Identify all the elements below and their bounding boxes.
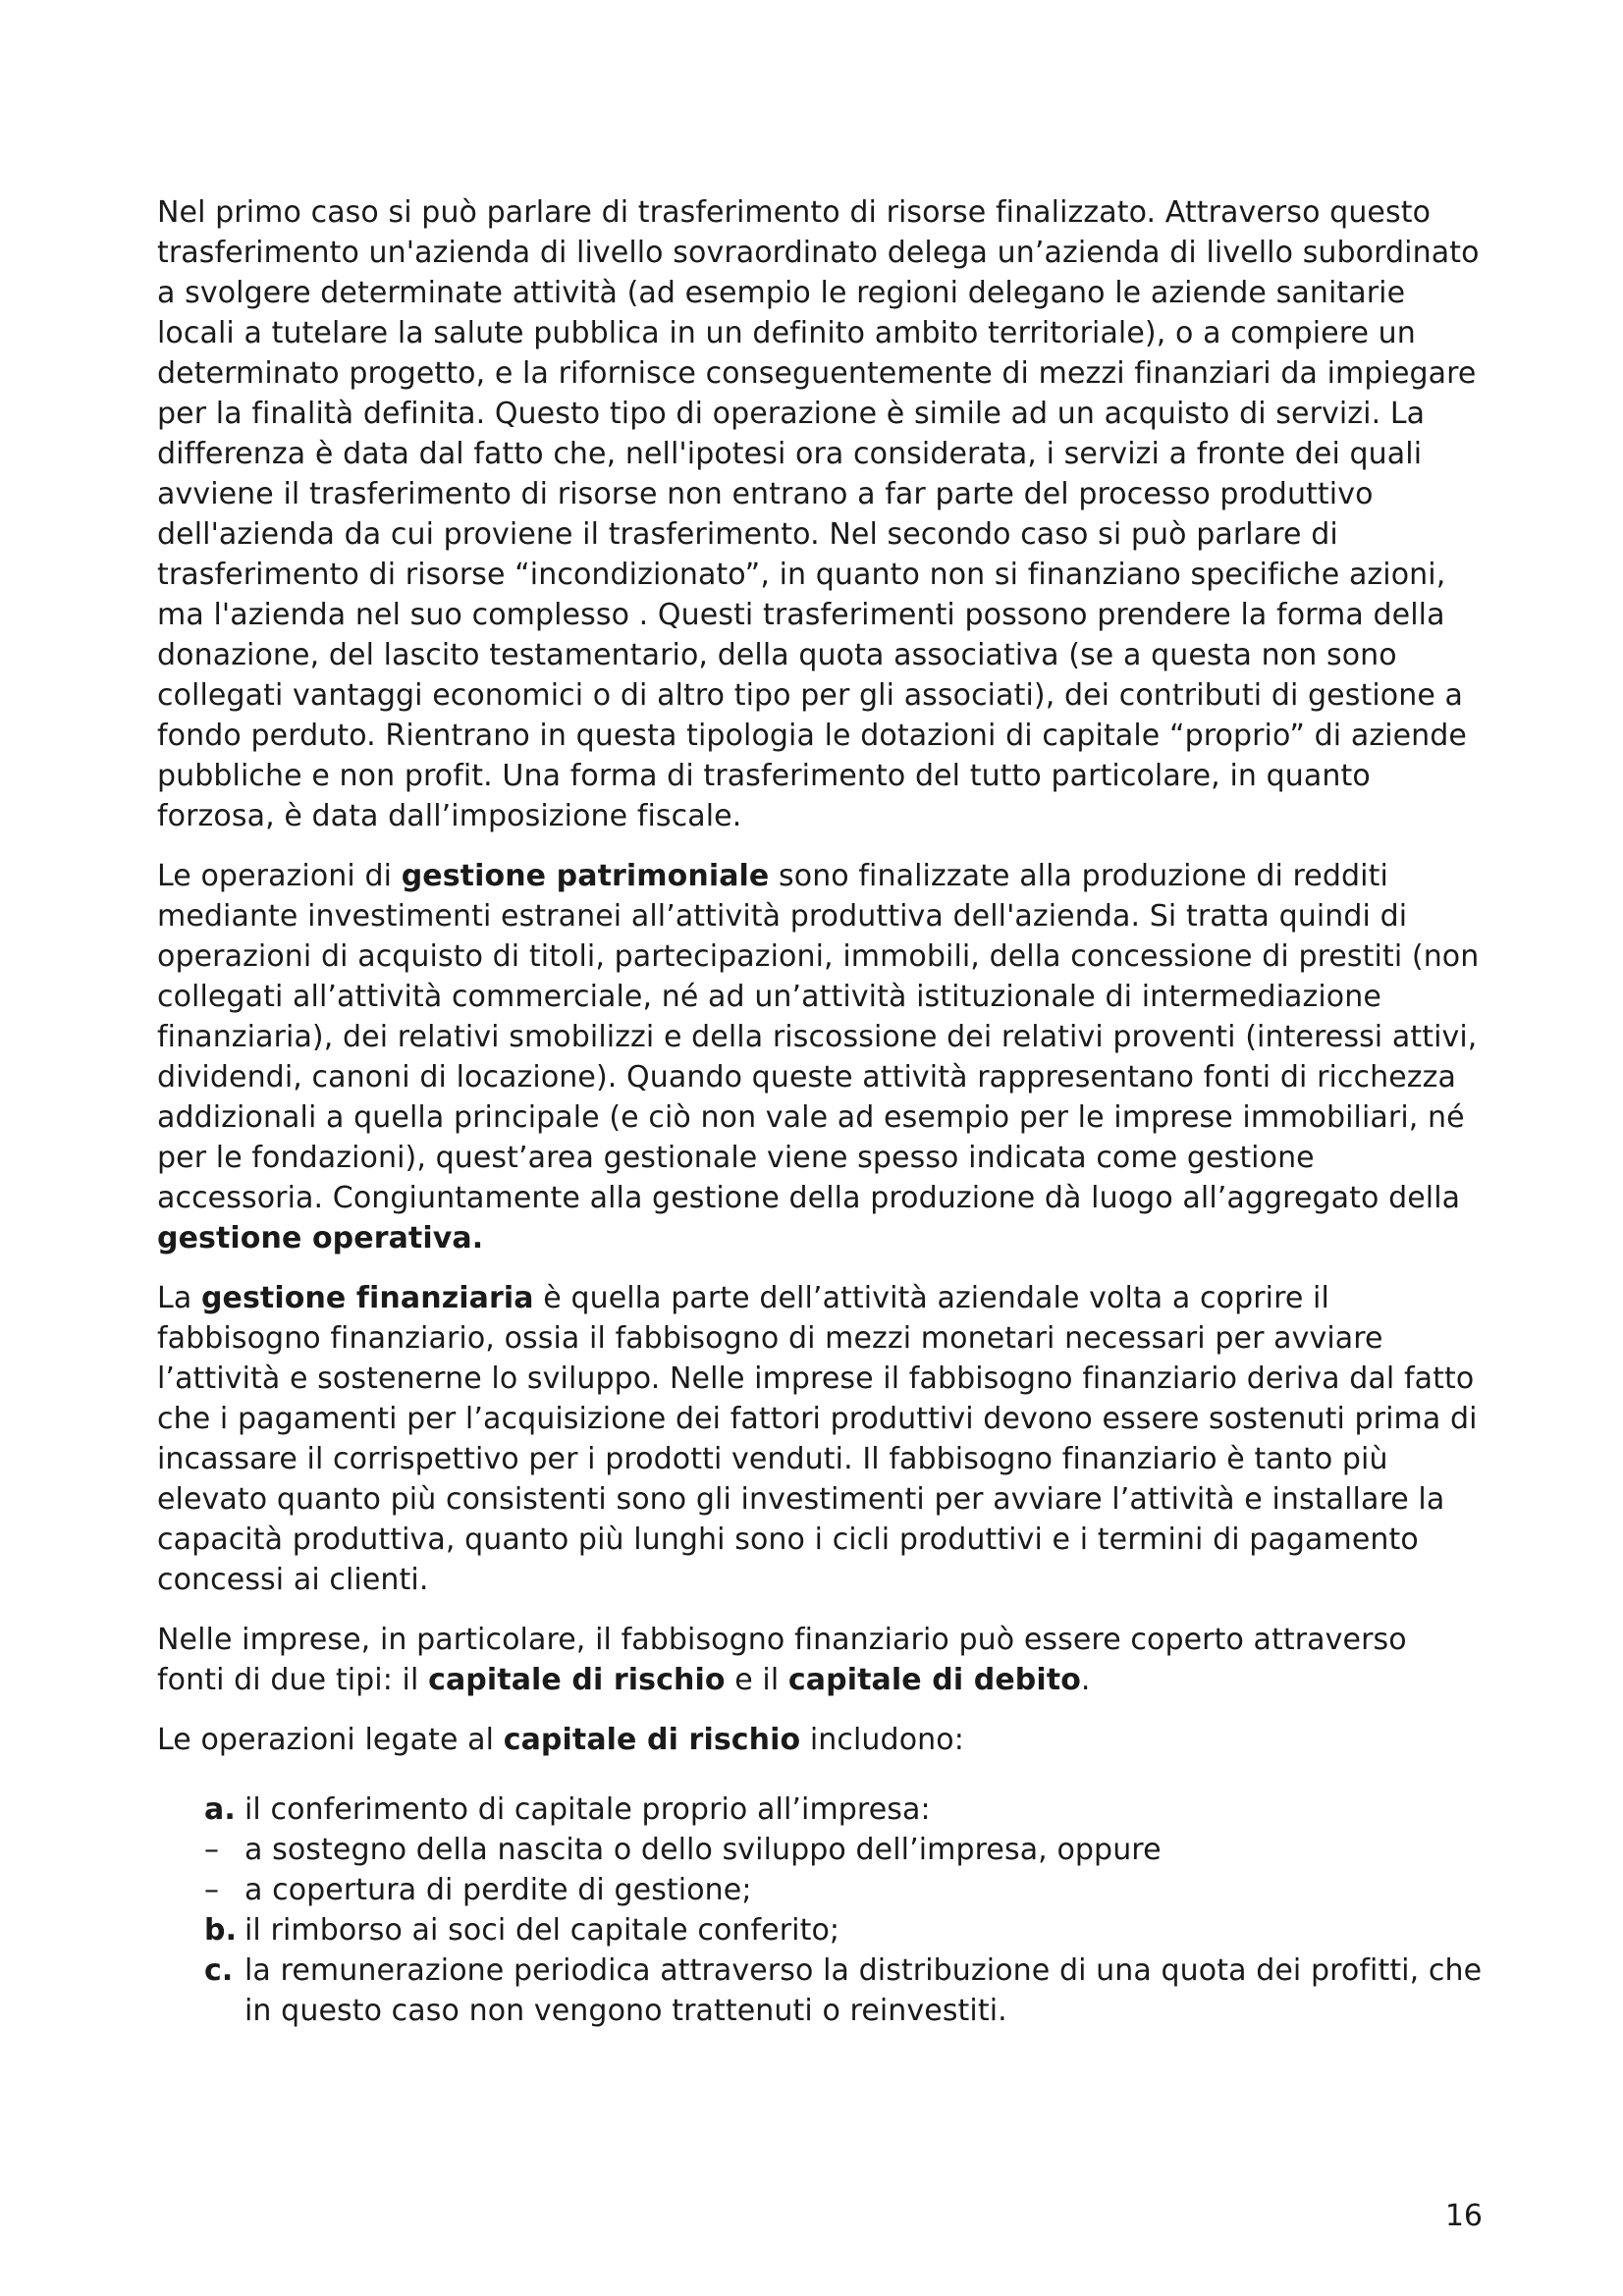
paragraph-text: sono finalizzate alla produzione di redditi mediante investimenti estranei all’attività produttiva dell'azienda. Si tratta quindi di operazioni di acquisto di titoli, partecipazioni, immobili, della concessione di prestiti (non collegati all’attività commerciale, né ad un’attività istituzionale di intermediazione finanziaria), dei relativi smobilizzi e della riscossione dei relativi proventi (interessi attivi, dividendi, canoni di locazione). Quando queste attività rappresentano fonti di ricchezza addizionali a quella principale (e ciò non vale ad esempio per le imprese immobiliari, né per le fondazioni), quest’area gestionale viene spesso indicata come gestione accessoria. Congiuntamente alla gestione della produzione dà luogo all’aggregato della (157, 859, 1480, 1215)
paragraph-text: . (1080, 1663, 1091, 1697)
letter-marker: a. (204, 1792, 236, 1827)
paragraph (157, 192, 1483, 836)
list-item (157, 1830, 1483, 1870)
list-item-text: il rimborso ai soci del capitale conferito; (244, 1913, 840, 1948)
paragraph-text: Nelle imprese, in particolare, il fabbisogno finanziario può essere coperto attraverso fonti di due tipi: il (157, 1623, 1407, 1697)
bold-term: gestione operativa. (157, 1221, 484, 1255)
bold-term: capitale di debito (787, 1663, 1081, 1697)
list-item-text: il conferimento di capitale proprio all’impresa: (244, 1792, 931, 1827)
list-item-text: a copertura di perdite di gestione; (244, 1873, 752, 1907)
paragraph-text: Nel primo caso si può parlare di trasferimento di risorse finalizzato. Attraverso questo trasferimento un'azienda di livello sovraordinato delega un’azienda di livello subordinato a svolgere determinate attività (ad esempio le regioni delegano le aziende sanitarie locali a tutelare la salute pubblica in un definito ambito territoriale), o a compiere un determinato progetto, e la rifornisce conseguentemente di mezzi finanziari da impiegare per la finalità definita. Questo tipo di operazione è simile ad un acquisto di servizi. La differenza è data dal fatto che, nell'ipotesi ora considerata, i servizi a fronte dei quali avviene il trasferimento di risorse non entrano a far parte del processo produttivo dell'azienda da cui proviene il trasferimento. Nel secondo caso si può parlare di trasferimento di risorse “incondizionato”, in quanto non si finanziano specifiche azioni, ma l'azienda nel suo complesso . Questi trasferimenti possono prendere la forma della donazione, del lascito testamentario, della quota associativa (se a questa non sono collegati vantaggi economici o di altro tipo per gli associati), dei contributi di gestione a fondo perduto. Rientrano in questa tipologia le dotazioni di capitale “proprio” di aziende pubbliche e non profit. Una forma di trasferimento del tutto particolare, in quanto forzosa, è data dall’imposizione fiscale. (157, 195, 1480, 833)
paragraph-text: e il (725, 1663, 788, 1697)
paragraph-text: Le operazioni di (157, 859, 402, 893)
list-item (157, 1950, 1483, 2031)
paragraph (157, 1620, 1483, 1700)
bold-term: gestione finanziaria (200, 1281, 534, 1315)
list-item-text: a sostegno della nascita o dello sviluppo dell’impresa, oppure (244, 1833, 1162, 1867)
paragraph-group (157, 192, 1483, 1760)
dash-marker: – (204, 1833, 220, 1867)
letter-marker: c. (204, 1953, 234, 1988)
paragraph (157, 1720, 1483, 1760)
paragraph-text: includono: (800, 1723, 964, 1757)
dash-marker: – (204, 1873, 220, 1907)
paragraph (157, 856, 1483, 1258)
list-item (157, 1870, 1483, 1910)
bold-term: capitale di rischio (428, 1663, 726, 1697)
page-body (157, 192, 1483, 2031)
bold-term: capitale di rischio (503, 1723, 801, 1757)
list-item (157, 1789, 1483, 1830)
page-number: 16 (1444, 2199, 1483, 2233)
paragraph-text: Le operazioni legate al (157, 1723, 504, 1757)
bold-term: gestione patrimoniale (401, 859, 770, 893)
bullet-list (157, 1789, 1483, 2031)
paragraph (157, 1278, 1483, 1600)
paragraph-text: è quella parte dell’attività aziendale volta a coprire il fabbisogno finanziario, ossia il fabbisogno di mezzi monetari necessari per avviare l’attività e sostenerne lo sviluppo. Nelle imprese il fabbisogno finanziario deriva dal fatto che i pagamenti per l’acquisizione dei fattori produttivi devono essere sostenuti prima di incassare il corrispettivo per i prodotti venduti. Il fabbisogno finanziario è tanto più elevato quanto più consistenti sono gli investimenti per avviare l’attività e installare la capacità produttiva, quanto più lunghi sono i cicli produttivi e i termini di pagamento concessi ai clienti. (157, 1281, 1478, 1597)
list-item (157, 1910, 1483, 1950)
paragraph-text: La (157, 1281, 201, 1315)
letter-marker: b. (204, 1913, 238, 1948)
list-item-text: la remunerazione periodica attraverso la distribuzione di una quota dei profitti, che in questo caso non vengono trattenuti o reinvestiti. (244, 1953, 1483, 2028)
